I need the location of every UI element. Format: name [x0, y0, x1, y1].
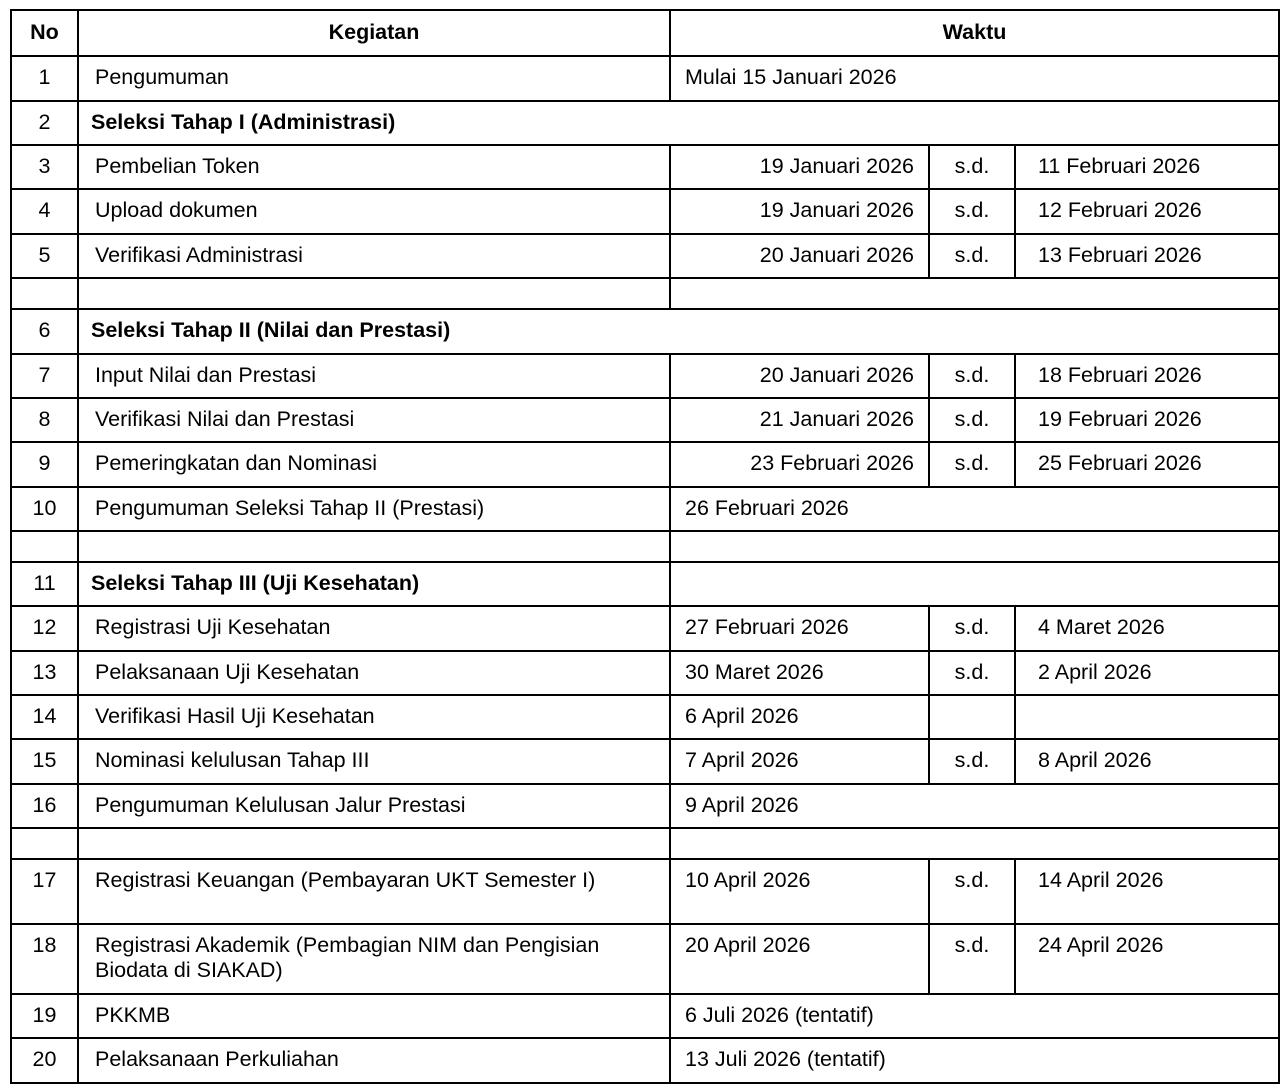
table-row: [11, 56, 1279, 100]
row-number-cell: [11, 278, 78, 309]
range-separator-label: s.d.: [954, 933, 990, 958]
table-row: [11, 651, 1279, 695]
row-number-cell: [11, 309, 78, 353]
end-date-cell: [1015, 442, 1279, 486]
row-number-cell: [11, 784, 78, 828]
time-value: 9 April 2026: [685, 792, 799, 817]
table-row: [11, 189, 1279, 233]
activity-cell: [78, 56, 670, 100]
table-row: [11, 828, 1279, 859]
table-row: [11, 101, 1279, 145]
time-cell: [670, 562, 1279, 606]
row-number: 16: [32, 792, 57, 817]
activity-label: Pelaksanaan Uji Kesehatan: [95, 659, 360, 684]
range-separator-cell: [929, 145, 1015, 189]
row-number: 18: [32, 933, 57, 958]
table-header: [11, 10, 1279, 56]
section-heading-cell: [78, 562, 670, 606]
row-number-cell: [11, 739, 78, 783]
time-cell: [670, 487, 1279, 531]
end-date-cell: [1015, 354, 1279, 398]
table-row: [11, 354, 1279, 398]
row-number: [12, 279, 77, 308]
activity-label: [79, 532, 669, 561]
table-row: [11, 278, 1279, 309]
column-header-waktu: [670, 10, 1279, 56]
row-number: 3: [38, 154, 51, 179]
activity-label: Pengumuman Kelulusan Jalur Prestasi: [95, 792, 466, 817]
range-separator-cell: [929, 695, 1015, 739]
start-date: 20 Januari 2026: [759, 242, 914, 267]
table-row: [11, 487, 1279, 531]
spacer-time-cell: [670, 828, 1279, 859]
time-value: 26 Februari 2026: [685, 495, 849, 520]
row-number: 1: [38, 65, 51, 90]
section-heading-cell: [78, 309, 1279, 353]
column-header-kegiatan-label: Kegiatan: [328, 20, 420, 44]
activity-label: Pelaksanaan Perkuliahan: [95, 1047, 339, 1072]
row-number: [12, 532, 77, 561]
end-date-cell: [1015, 695, 1279, 739]
range-separator-cell: [929, 739, 1015, 783]
section-heading-cell: [78, 101, 1279, 145]
end-date-cell: [1015, 398, 1279, 442]
table-row: [11, 606, 1279, 650]
table-row: [11, 695, 1279, 739]
range-separator-label: s.d.: [954, 362, 990, 387]
row-number: 4: [38, 198, 51, 223]
row-number-cell: [11, 531, 78, 562]
range-separator-cell: [929, 924, 1015, 994]
row-number: 5: [38, 242, 51, 267]
table-row: [11, 309, 1279, 353]
column-header-kegiatan: [78, 10, 670, 56]
end-date: 13 Februari 2026: [1038, 242, 1202, 267]
spacer-time-cell: [670, 531, 1279, 562]
start-date-cell: [670, 651, 929, 695]
activity-label: Verifikasi Hasil Uji Kesehatan: [95, 704, 375, 729]
row-number: 7: [38, 362, 51, 387]
row-number-cell: [11, 398, 78, 442]
start-date: 7 April 2026: [685, 748, 799, 773]
range-separator-label: s.d.: [954, 659, 990, 684]
range-separator-cell: [929, 859, 1015, 924]
activity-label: Pengumuman Seleksi Tahap II (Prestasi): [95, 495, 485, 520]
end-date: 12 Februari 2026: [1038, 198, 1202, 223]
row-number: 15: [32, 748, 57, 773]
row-number-cell: [11, 487, 78, 531]
end-date: 4 Maret 2026: [1038, 615, 1165, 640]
start-date: 23 Februari 2026: [750, 451, 914, 476]
end-date: 18 Februari 2026: [1038, 362, 1202, 387]
column-header-waktu-label: Waktu: [942, 20, 1007, 44]
activity-cell: [78, 189, 670, 233]
row-number: 9: [38, 451, 51, 476]
start-date-cell: [670, 398, 929, 442]
activity-label: Verifikasi Nilai dan Prestasi: [95, 406, 355, 431]
spacer-time-cell: [670, 278, 1279, 309]
end-date-cell: [1015, 739, 1279, 783]
table-row: [11, 994, 1279, 1038]
row-number: 17: [32, 868, 57, 893]
end-date: 11 Februari 2026: [1038, 154, 1201, 179]
row-number-cell: [11, 56, 78, 100]
activity-label: PKKMB: [95, 1002, 171, 1027]
range-separator-label: [930, 696, 1014, 721]
row-number: [12, 829, 77, 858]
table-row: [11, 531, 1279, 562]
range-separator-cell: [929, 651, 1015, 695]
section-heading-label: Seleksi Tahap III (Uji Kesehatan): [91, 570, 420, 595]
activity-label: Registrasi Uji Kesehatan: [95, 615, 331, 640]
activity-label: [79, 829, 669, 858]
range-separator-cell: [929, 398, 1015, 442]
activity-cell: [78, 1038, 670, 1082]
activity-cell: [78, 859, 670, 924]
activity-cell: [78, 695, 670, 739]
activity-cell: [78, 651, 670, 695]
row-number-cell: [11, 1038, 78, 1082]
range-separator-cell: [929, 234, 1015, 278]
start-date-cell: [670, 859, 929, 924]
activity-label: Registrasi Akademik (Pembagian NIM dan Pengisian Biodata di SIAKAD): [95, 933, 600, 983]
activity-cell: [78, 234, 670, 278]
table-row: [11, 442, 1279, 486]
row-number-cell: [11, 234, 78, 278]
range-separator-label: s.d.: [954, 451, 990, 476]
start-date-cell: [670, 189, 929, 233]
start-date-cell: [670, 695, 929, 739]
end-date: [1016, 696, 1278, 721]
end-date: 19 Februari 2026: [1038, 406, 1202, 431]
range-separator-cell: [929, 354, 1015, 398]
start-date-cell: [670, 739, 929, 783]
activity-label: Input Nilai dan Prestasi: [95, 362, 317, 387]
activity-label: Registrasi Keuangan (Pembayaran UKT Semester I): [95, 868, 596, 893]
range-separator-label: s.d.: [954, 748, 990, 773]
start-date-cell: [670, 606, 929, 650]
table-row: [11, 398, 1279, 442]
start-date-cell: [670, 234, 929, 278]
column-header-no-label: No: [30, 20, 59, 44]
activity-label: Verifikasi Administrasi: [95, 242, 303, 267]
time-value: [671, 279, 1278, 308]
time-value: 6 Juli 2026 (tentatif): [685, 1002, 874, 1027]
row-number-cell: [11, 859, 78, 924]
row-number: 11: [33, 570, 56, 595]
start-date: 20 April 2026: [685, 933, 811, 958]
row-number: 13: [32, 659, 57, 684]
row-number: 14: [32, 704, 57, 729]
end-date: 2 April 2026: [1038, 659, 1152, 684]
activity-cell: [78, 145, 670, 189]
activity-label: [79, 279, 669, 308]
table-body: [11, 56, 1279, 1082]
start-date: 19 Januari 2026: [759, 154, 914, 179]
end-date-cell: [1015, 924, 1279, 994]
time-value: [671, 563, 1278, 588]
time-value: [671, 829, 1278, 858]
time-value: 13 Juli 2026 (tentatif): [685, 1047, 886, 1072]
row-number: 19: [32, 1002, 57, 1027]
range-separator-cell: [929, 442, 1015, 486]
activity-cell: [78, 531, 670, 562]
start-date: 30 Maret 2026: [685, 659, 824, 684]
range-separator-label: s.d.: [954, 406, 990, 431]
activity-cell: [78, 784, 670, 828]
table-row: [11, 739, 1279, 783]
end-date: 25 Februari 2026: [1038, 451, 1202, 476]
row-number: 2: [38, 109, 51, 134]
time-value: Mulai 15 Januari 2026: [685, 65, 897, 90]
header-row: [11, 10, 1279, 56]
range-separator-label: s.d.: [954, 868, 990, 893]
row-number-cell: [11, 994, 78, 1038]
time-cell: [670, 994, 1279, 1038]
activity-label: Upload dokumen: [95, 198, 258, 223]
end-date-cell: [1015, 651, 1279, 695]
start-date: 19 Januari 2026: [759, 198, 914, 223]
end-date: 24 April 2026: [1038, 933, 1164, 958]
activity-cell: [78, 924, 670, 994]
row-number: 20: [32, 1047, 57, 1072]
row-number-cell: [11, 145, 78, 189]
row-number-cell: [11, 442, 78, 486]
time-cell: [670, 784, 1279, 828]
start-date: 21 Januari 2026: [759, 406, 914, 431]
activity-cell: [78, 739, 670, 783]
activity-cell: [78, 487, 670, 531]
row-number-cell: [11, 189, 78, 233]
end-date-cell: [1015, 189, 1279, 233]
activity-label: Pemeringkatan dan Nominasi: [95, 451, 378, 476]
end-date-cell: [1015, 859, 1279, 924]
row-number-cell: [11, 828, 78, 859]
range-separator-label: s.d.: [954, 154, 990, 179]
activity-label: Pengumuman: [95, 65, 229, 90]
range-separator-cell: [929, 606, 1015, 650]
start-date-cell: [670, 354, 929, 398]
row-number-cell: [11, 606, 78, 650]
row-number-cell: [11, 651, 78, 695]
range-separator-label: s.d.: [954, 198, 990, 223]
range-separator-cell: [929, 189, 1015, 233]
table-row: [11, 859, 1279, 924]
activity-cell: [78, 606, 670, 650]
start-date: 10 April 2026: [685, 868, 811, 893]
table-row: [11, 145, 1279, 189]
start-date: 20 Januari 2026: [759, 362, 914, 387]
activity-cell: [78, 828, 670, 859]
end-date: 8 April 2026: [1038, 748, 1152, 773]
start-date: 6 April 2026: [685, 704, 799, 729]
activity-cell: [78, 354, 670, 398]
end-date-cell: [1015, 234, 1279, 278]
section-heading-label: Seleksi Tahap I (Administrasi): [91, 109, 396, 134]
activity-cell: [78, 994, 670, 1038]
row-number: 8: [38, 406, 51, 431]
table-row: [11, 924, 1279, 994]
row-number-cell: [11, 695, 78, 739]
selection-schedule-table: [10, 9, 1280, 1084]
table-row: [11, 1038, 1279, 1082]
end-date: 14 April 2026: [1038, 868, 1164, 893]
activity-cell: [78, 278, 670, 309]
activity-cell: [78, 398, 670, 442]
row-number: 10: [32, 495, 57, 520]
table-row: [11, 784, 1279, 828]
range-separator-label: s.d.: [954, 615, 990, 640]
time-cell: [670, 56, 1279, 100]
activity-cell: [78, 442, 670, 486]
row-number-cell: [11, 101, 78, 145]
activity-label: Pembelian Token: [95, 154, 260, 179]
start-date-cell: [670, 442, 929, 486]
time-cell: [670, 1038, 1279, 1082]
end-date-cell: [1015, 606, 1279, 650]
time-value: [671, 532, 1278, 561]
row-number-cell: [11, 924, 78, 994]
section-heading-label: Seleksi Tahap II (Nilai dan Prestasi): [91, 318, 451, 343]
row-number-cell: [11, 562, 78, 606]
range-separator-label: s.d.: [954, 242, 990, 267]
activity-label: Nominasi kelulusan Tahap III: [95, 748, 370, 773]
row-number: 6: [38, 318, 51, 343]
end-date-cell: [1015, 145, 1279, 189]
column-header-no: [11, 10, 78, 56]
row-number-cell: [11, 354, 78, 398]
table-row: [11, 234, 1279, 278]
start-date-cell: [670, 145, 929, 189]
table-row: [11, 562, 1279, 606]
start-date: 27 Februari 2026: [685, 615, 849, 640]
start-date-cell: [670, 924, 929, 994]
row-number: 12: [32, 615, 57, 640]
